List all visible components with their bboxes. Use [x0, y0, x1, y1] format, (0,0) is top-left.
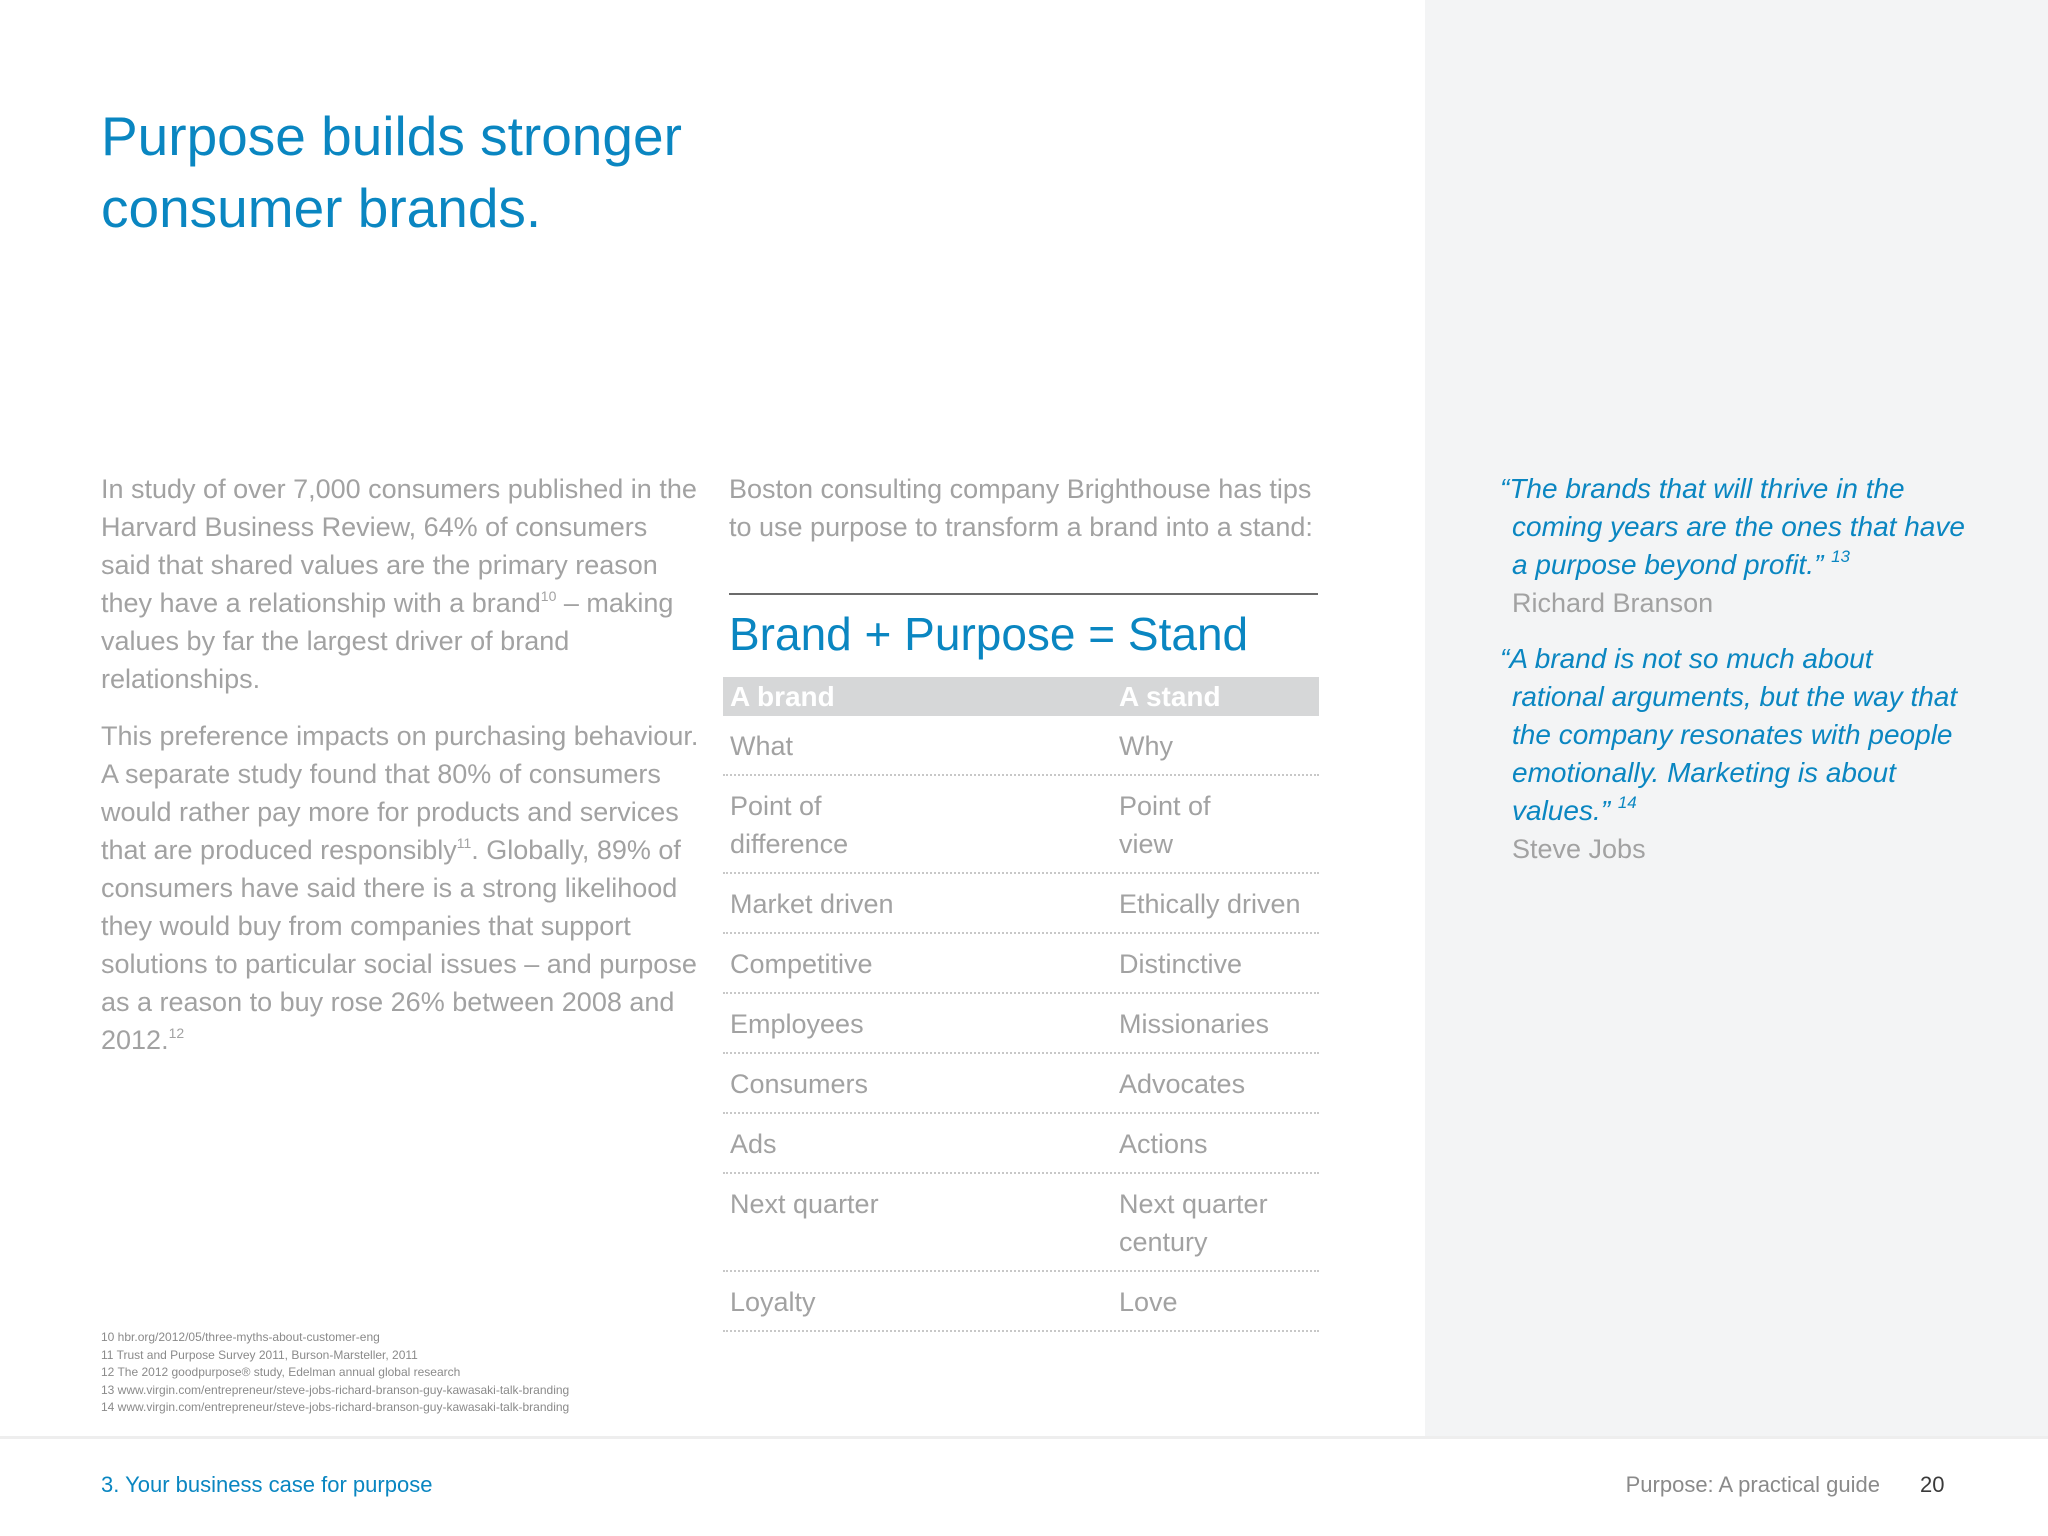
quote-jobs-author: Steve Jobs [1512, 834, 1646, 864]
quote-jobs [1500, 640, 1970, 868]
table-intro: Boston consulting company Brighthouse has tips to use purpose to transform a brand into a stand: [729, 474, 1313, 542]
page-title-line-2: consumer brands. [101, 177, 542, 239]
footnote-ref-13: 13 [1831, 547, 1851, 566]
footnote-11: 11 Trust and Purpose Survey 2011, Burson-Marsteller, 2011 [101, 1347, 418, 1362]
brand-cell: Next quarter [730, 1189, 879, 1219]
table-row [723, 994, 1319, 1054]
footer-guide-title: Purpose: A practical guide [1625, 1472, 1880, 1497]
footer-divider [0, 1436, 2048, 1439]
table-title: Brand + Purpose = Stand [729, 608, 1249, 660]
brand-cell: Loyalty [730, 1287, 816, 1317]
footnote-ref-12: 12 [168, 1025, 185, 1041]
footnote-13: 13 www.virgin.com/entrepreneur/steve-jobs-richard-branson-guy-kawasaki-talk-branding [101, 1382, 570, 1397]
stand-cell: Love [1119, 1287, 1178, 1317]
table-row [723, 874, 1319, 934]
footer-section-label: 3. Your business case for purpose [101, 1472, 433, 1497]
page-number: 20 [1920, 1472, 1945, 1497]
footnote-10: 10 hbr.org/2012/05/three-myths-about-customer-eng [101, 1330, 380, 1344]
stand-cell: Next quarter century [1119, 1189, 1268, 1257]
footnote-ref-14: 14 [1617, 793, 1637, 812]
brand-cell: Ads [730, 1129, 777, 1159]
table-row [723, 1272, 1319, 1332]
table-top-rule [729, 593, 1318, 595]
brand-cell: Market driven [730, 889, 894, 919]
table-row [723, 776, 1319, 874]
body-paragraph-1-text-a: In study of over 7,000 consumers published in the Harvard Business Review, 64% of consumers said that shared values are the primary reason they have a relationship with a brand [101, 474, 697, 618]
quote-branson-author: Richard Branson [1512, 588, 1714, 618]
table-row [723, 1174, 1319, 1272]
quote-branson-text [1500, 470, 1970, 584]
body-paragraph-2-text-b: . Globally, 89% of consumers have said there is a strong likelihood they would buy from companies that support solutions to particular social issues – and purpose as a reason to buy rose 26% between 2008 and 2012. [101, 835, 697, 1055]
table-header-brand: A brand [730, 681, 835, 712]
stand-cell: Distinctive [1119, 949, 1243, 979]
page-title [101, 100, 801, 244]
stand-cell: Why [1119, 731, 1173, 761]
quote-jobs-text [1500, 640, 1970, 830]
brand-cell: Employees [730, 1009, 864, 1039]
table-row [723, 716, 1319, 776]
quote-jobs-body: “A brand is not so much about rational arguments, but the way that the company resonates with people emotionally. Marketing is about values.” [1500, 643, 1958, 826]
body-paragraph-1 [101, 470, 701, 698]
quote-branson [1500, 470, 1970, 622]
table-header-stand: A stand [1119, 681, 1221, 712]
page-title-line-1: Purpose builds stronger [101, 105, 682, 167]
brand-cell: Consumers [730, 1069, 869, 1099]
brand-cell: Competitive [730, 949, 873, 979]
body-paragraph-2 [101, 717, 701, 1059]
body-text [101, 470, 701, 1078]
stand-cell: Actions [1119, 1129, 1208, 1159]
brand-stand-table [723, 677, 1319, 1332]
stand-cell: Missionaries [1119, 1009, 1270, 1039]
body-paragraph-1-text-b: – making values by far the largest driver of brand relationships. [101, 588, 674, 694]
brand-cell: Point of difference [730, 791, 849, 859]
quote-branson-body: “The brands that will thrive in the coming years are the ones that have a purpose beyond profit.” [1500, 473, 1965, 580]
footnote-ref-10: 10 [540, 588, 557, 604]
stand-cell: Advocates [1119, 1069, 1246, 1099]
table-row [723, 934, 1319, 994]
table-header [723, 677, 1319, 716]
footnote-14: 14 www.virgin.com/entrepreneur/steve-jobs-richard-branson-guy-kawasaki-talk-branding [101, 1400, 570, 1414]
footnote-12: 12 The 2012 goodpurpose® study, Edelman annual global research [101, 1365, 461, 1379]
brand-cell: What [730, 731, 794, 761]
table-row [723, 1114, 1319, 1174]
footnotes [101, 1329, 901, 1417]
footnote-ref-11: 11 [456, 835, 472, 851]
stand-cell: Point of view [1119, 791, 1211, 859]
stand-cell: Ethically driven [1119, 889, 1301, 919]
table-row [723, 1054, 1319, 1114]
body-paragraph-2-text-a: This preference impacts on purchasing behaviour. A separate study found that 80% of consumers would rather pay more for products and services that are produced responsibly [101, 721, 699, 865]
